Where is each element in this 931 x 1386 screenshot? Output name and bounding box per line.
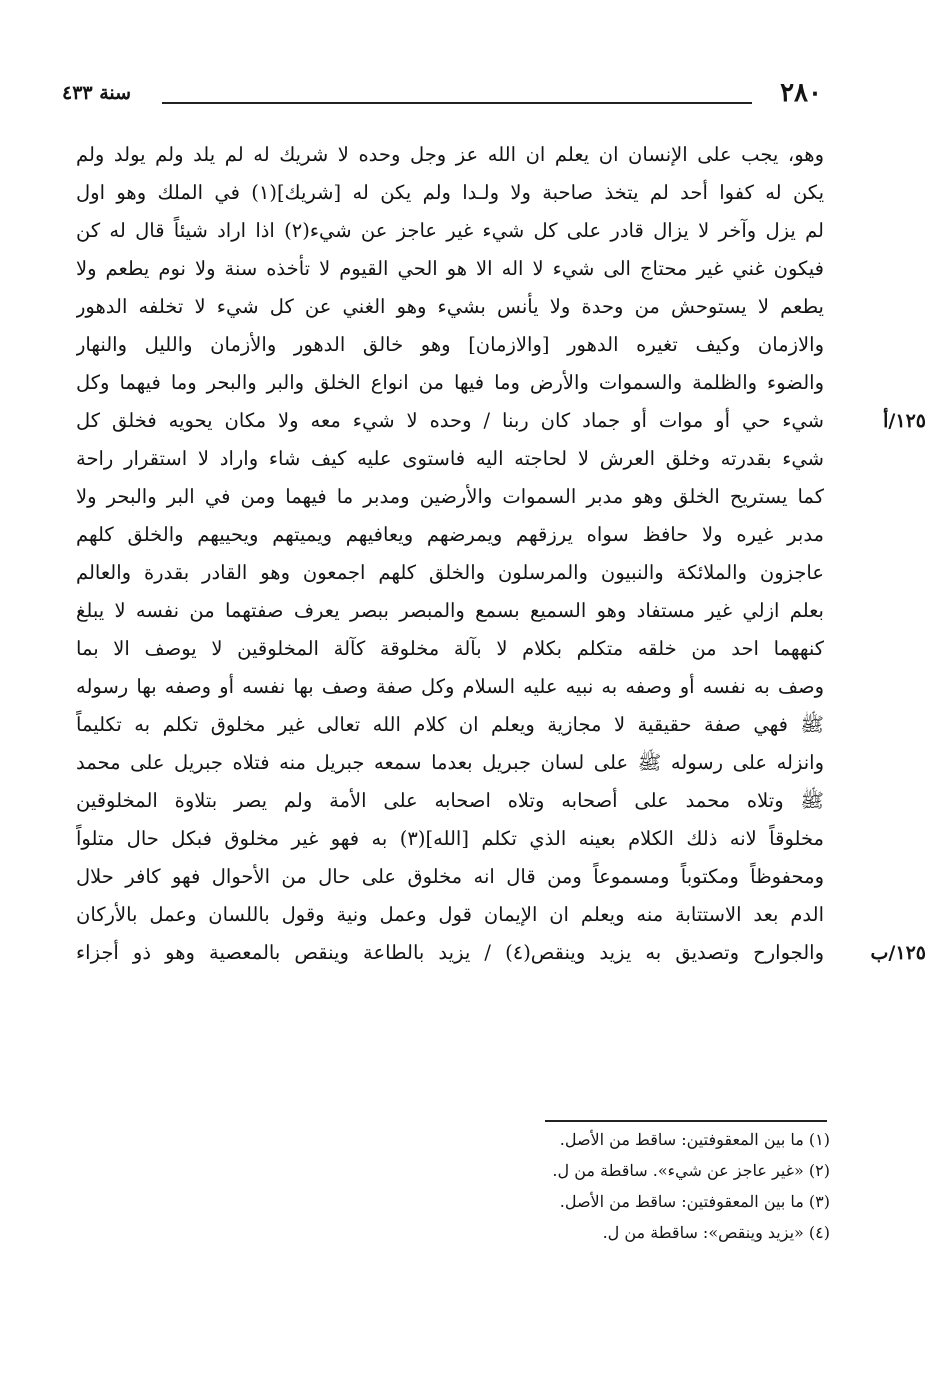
- text-line: والجوارح وتصديق به يزيد وينقص(٤) / يزيد بالطاعة وينقص بالمعصية وهو ذو أجزاء: [76, 941, 824, 964]
- text-line: مدبر غيره ولا حافظ سواه يرزقهم ويمرضهم ويعافيهم ويميتهم ويحييهم والخلق كلهم: [76, 523, 824, 546]
- footnote: (١) ما بين المعقوفتين: ساقط من الأصل.: [559, 1130, 830, 1149]
- footnotes: [300, 1124, 830, 1248]
- footnote: (٤) «يزيد وينقص»: ساقطة من ل.: [602, 1223, 830, 1242]
- main-text: [76, 136, 824, 972]
- folio-marker: ١٢٥/ب: [870, 942, 926, 964]
- text-line: ومحفوظاً ومكتوباً ومسموعاً ومن قال انه مخلوق على حال من الأحوال فهو كافر حلال: [76, 865, 824, 888]
- text-line: لم يزل وآخر لا يزال قادر على كل شيء غير عاجز عن شيء(٢) اذا اراد شيئاً قال له كن: [76, 219, 824, 242]
- text-line: عاجزون والملائكة والنبيون والمرسلون والخلق كلهم اجمعون وهو القادر بقدرة والعالم: [76, 561, 824, 584]
- text-line: بعلم ازلي غير مستفاد وهو السميع بسمع والمبصر ببصر يعرف صفتهما من نفسه لا يبلغ: [76, 599, 824, 622]
- text-line: يكن له كفوا أحد لم يتخذ صاحبة ولا ولـدا ولم يكن له [شريك](١) في الملك وهو اول: [76, 181, 824, 204]
- folio-marker: ١٢٥/أ: [883, 410, 926, 432]
- footnote: (٢) «غير عاجز عن شيء». ساقطة من ل.: [552, 1161, 830, 1180]
- text-line: والضوء والظلمة والسموات والأرض وما فيها من انواع الخلق والبر والبحر وما فيهما وكل: [76, 371, 824, 394]
- text-line: شيء بقدرته وخلق العرش لا لحاجته اليه فاستوى عليه كيف شاء واراد لا استقرار راحة: [76, 447, 824, 470]
- text-line: ﷺ فهي صفة حقيقية لا مجازية ويعلم ان كلام الله تعالى غير مخلوق تكلم به تكليماً: [76, 713, 824, 736]
- text-line: مخلوقاً لانه ذلك الكلام بعينه الذي تكلم [الله](٣) به فهو غير مخلوق فبكل حال متلواً: [76, 827, 824, 850]
- footnote: (٣) ما بين المعقوفتين: ساقط من الأصل.: [559, 1192, 830, 1211]
- footnote-separator: [545, 1120, 827, 1122]
- page-header: [62, 78, 822, 114]
- text-line: وصف به نفسه أو وصفه به نبيه عليه السلام وكل صفة وصف بها نفسه أو وصفه بها رسوله: [76, 675, 824, 698]
- text-line: فيكون غني غير محتاج الى شيء لا اله الا هو الحي القيوم لا تأخذه سنة ولا نوم يطعم ولا: [76, 257, 824, 280]
- text-line: يطعم لا يستوحش من وحدة ولا يأنس بشيء وهو الغني عن كل شيء لا تخلفه الدهور: [76, 295, 824, 318]
- header-rule: [162, 102, 752, 104]
- text-line: شيء حي أو موات أو جماد كان ربنا / وحده لا شيء معه ولا مكان يحويه فخلق كل: [76, 409, 824, 432]
- text-line: والازمان وكيف تغيره الدهور [والازمان] وهو خالق الدهور والأزمان والليل والنهار: [76, 333, 824, 356]
- text-line: الدم بعد الاستتابة منه ويعلم ان الإيمان قول وعمل ونية وقول باللسان وعمل بالأركان: [76, 903, 824, 926]
- text-line: كنههما احد من خلقه متكلم بكلام لا بآلة مخلوقة كآلة المخلوقين لا يوصف الا بما: [76, 637, 824, 660]
- text-line: كما يستريح الخلق وهو مدبر السموات والأرضين ومدبر ما فيهما ومن في البر والبحر ولا: [76, 485, 824, 508]
- running-head: سنة ٤٣٣: [62, 82, 132, 104]
- page-number: ٢٨٠: [780, 78, 822, 108]
- text-line: ﷺ وتلاه محمد على أصحابه وتلاه اصحابه على الأمة ولم يصر بتلاوة المخلوقين: [76, 789, 824, 812]
- text-line: وانزله على رسوله ﷺ على لسان جبريل بعدما سمعه جبريل منه فتلاه جبريل على محمد: [76, 751, 824, 774]
- text-line: وهو، يجب على الإنسان ان يعلم ان الله عز وجل وحده لا شريك له لم يلد ولم يولد ولم: [76, 143, 824, 166]
